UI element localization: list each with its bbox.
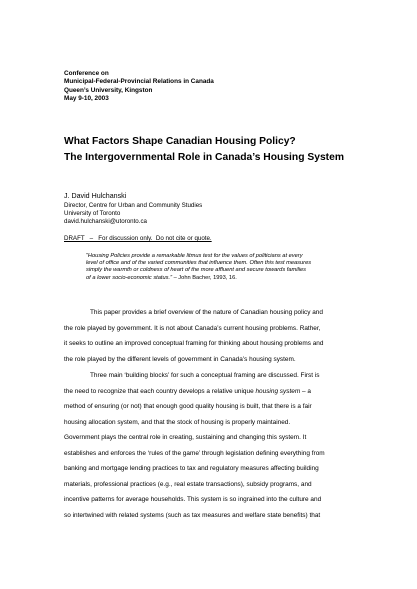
title-line-1: What Factors Shape Canadian Housing Policy? bbox=[64, 136, 296, 147]
paragraph-line bbox=[64, 384, 325, 400]
paragraph-2 bbox=[64, 368, 325, 523]
paragraph-line: housing allocation system, and that the stock of housing is properly maintained. bbox=[64, 418, 291, 426]
paragraph-line: This paper provides a brief overview of the nature of Canadian housing policy and bbox=[90, 309, 323, 316]
author-affiliation bbox=[64, 202, 202, 226]
epigraph-line: level of office and of the varied communities that influence them. Often this test measures bbox=[86, 260, 312, 267]
paragraph-line: method of ensuring (or not) that enough good quality housing is built, that there is a fair bbox=[64, 403, 312, 410]
conference-line: Municipal-Federal-Provincial Relations in Canada bbox=[64, 78, 214, 86]
paragraph-line: establishes and enforces the ‘rules of the game’ through legislation defining everything from bbox=[64, 449, 325, 457]
conference-line: Queen’s University, Kingston bbox=[64, 86, 153, 94]
paragraph-line: it seeks to outline an improved conceptual framing for thinking about housing problems and bbox=[64, 340, 324, 347]
author-name: J. David Hulchanski bbox=[64, 192, 127, 200]
paragraph-line: so intertwined with related systems (such as tax measures and welfare state benefits) that bbox=[64, 511, 321, 519]
paragraph-line: banking and mortgage lending practices to tax and regulatory measures affecting building bbox=[64, 465, 319, 472]
title-line-2: The Intergovernmental Role in Canada’s Housing System bbox=[64, 152, 344, 163]
author-email: david.hulchanski@utoronto.ca bbox=[64, 217, 147, 225]
affiliation-line: University of Toronto bbox=[64, 209, 121, 217]
paragraph-line: materials, professional practices (e.g., real estate transactions), subsidy programs, and bbox=[64, 480, 312, 488]
draft-notice: DRAFT – For discussion only. Do not cite or quote. bbox=[64, 235, 212, 242]
epigraph-last-line bbox=[86, 275, 311, 282]
epigraph-quote bbox=[86, 253, 311, 282]
epigraph-line: “Housing Policies provide a remarkable litmus test for the values of politicians at every bbox=[86, 253, 303, 259]
paragraph-line: the role played by the different levels of government in Canada’s housing system. bbox=[64, 355, 296, 363]
epigraph-line: simply the warmth or coldness of heart of the more affluent and secure towards families bbox=[86, 267, 307, 274]
conference-line: May 9-10, 2003 bbox=[64, 94, 109, 102]
paragraph-line: Government plays the central role in creating, sustaining and changing this system. It bbox=[64, 434, 307, 441]
paragraph-1 bbox=[64, 305, 323, 367]
paper-title bbox=[64, 134, 344, 166]
paragraph-text: the need to recognize that each country develops a relative unique bbox=[64, 387, 256, 395]
emphasis-housing-system: housing system bbox=[255, 387, 301, 395]
paragraph-text: – a bbox=[300, 387, 311, 395]
epigraph-source: – John Bacher, 1993, 16. bbox=[171, 274, 237, 281]
conference-line: Conference on bbox=[64, 70, 109, 77]
paragraph-line: incentive patterns for average households. This system is so ingrained into the culture and bbox=[64, 496, 322, 503]
affiliation-line: Director, Centre for Urban and Community Studies bbox=[64, 202, 203, 209]
conference-header bbox=[64, 70, 214, 103]
paragraph-line: Three main ‘building blocks’ for such a conceptual framing are discussed. First is bbox=[90, 372, 320, 379]
epigraph-line: of a lower socio-economic status.” bbox=[86, 274, 172, 281]
paragraph-line: the role played by government. It is not about Canada’s current housing problems. Rather, bbox=[64, 324, 321, 332]
